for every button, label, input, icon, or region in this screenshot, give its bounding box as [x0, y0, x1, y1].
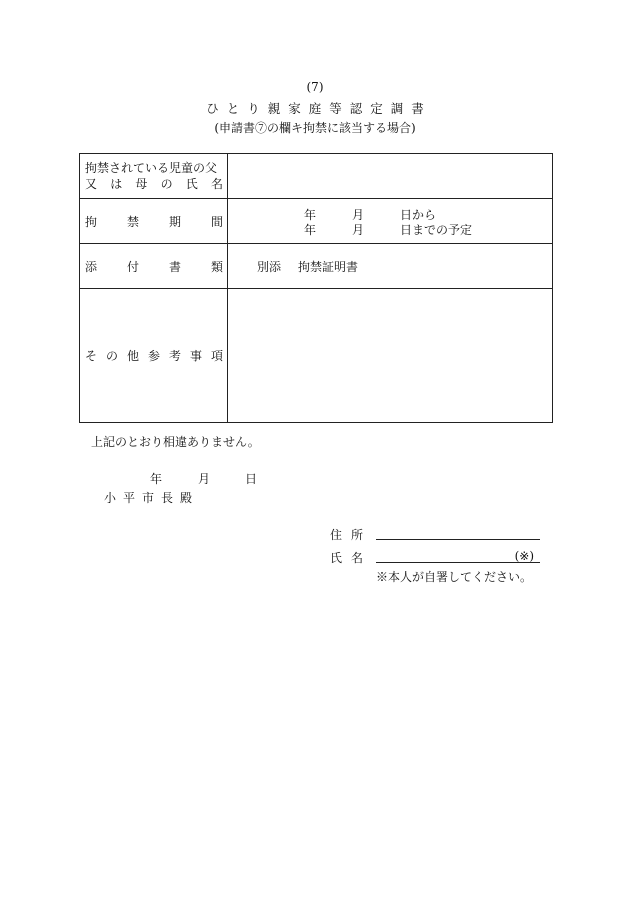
parent-name-label-line2: 又は母の氏名	[85, 177, 223, 191]
document-title: ひとり親家庭等認定調書	[206, 101, 432, 116]
table-row-parent-name	[80, 154, 553, 199]
declaration-statement: 上記のとおり相違ありません。	[91, 435, 260, 449]
detention-period-field[interactable]	[228, 199, 553, 244]
other-notes-label: その他参考事項	[80, 289, 228, 423]
signature-note: ※本人が自署してください。	[376, 570, 533, 584]
period-end-row	[228, 221, 552, 236]
seal-mark: (※)	[514, 549, 534, 563]
parent-name-field[interactable]	[228, 154, 553, 199]
attachments-field	[228, 244, 553, 289]
period-start-month: 月	[352, 208, 365, 222]
date-day: 日	[245, 472, 258, 486]
parent-name-label	[80, 154, 228, 199]
period-end-year: 年	[304, 223, 317, 237]
period-start-row	[228, 206, 552, 221]
table-row-attachments	[80, 244, 553, 289]
address-label: 住所	[330, 528, 373, 542]
attachments-document: 拘禁証明書	[298, 259, 359, 274]
attachments-prefix: 別添	[257, 259, 282, 274]
address-field[interactable]	[376, 524, 540, 540]
date-year: 年	[150, 472, 163, 486]
table-row-detention-period	[80, 199, 553, 244]
detention-period-label: 拘禁期間	[80, 199, 228, 244]
attachments-label: 添付書類	[80, 244, 228, 289]
table-row-other-notes	[80, 289, 553, 423]
period-start-year: 年	[304, 208, 317, 222]
document-subtitle: (申請書⑦の欄キ拘禁に該当する場合)	[214, 121, 416, 135]
parent-name-label-line1: 拘禁されている児童の父	[85, 161, 218, 175]
period-end-month: 月	[352, 223, 365, 237]
period-end-day: 日までの予定	[400, 223, 473, 237]
name-field[interactable]	[376, 547, 540, 563]
other-notes-field[interactable]	[228, 289, 553, 423]
period-start-day: 日から	[400, 208, 437, 222]
form-number: (7)	[306, 80, 324, 94]
form-table	[79, 153, 553, 423]
addressee: 小平市長殿	[104, 491, 200, 505]
name-label: 氏名	[330, 551, 373, 565]
date-month: 月	[198, 472, 211, 486]
